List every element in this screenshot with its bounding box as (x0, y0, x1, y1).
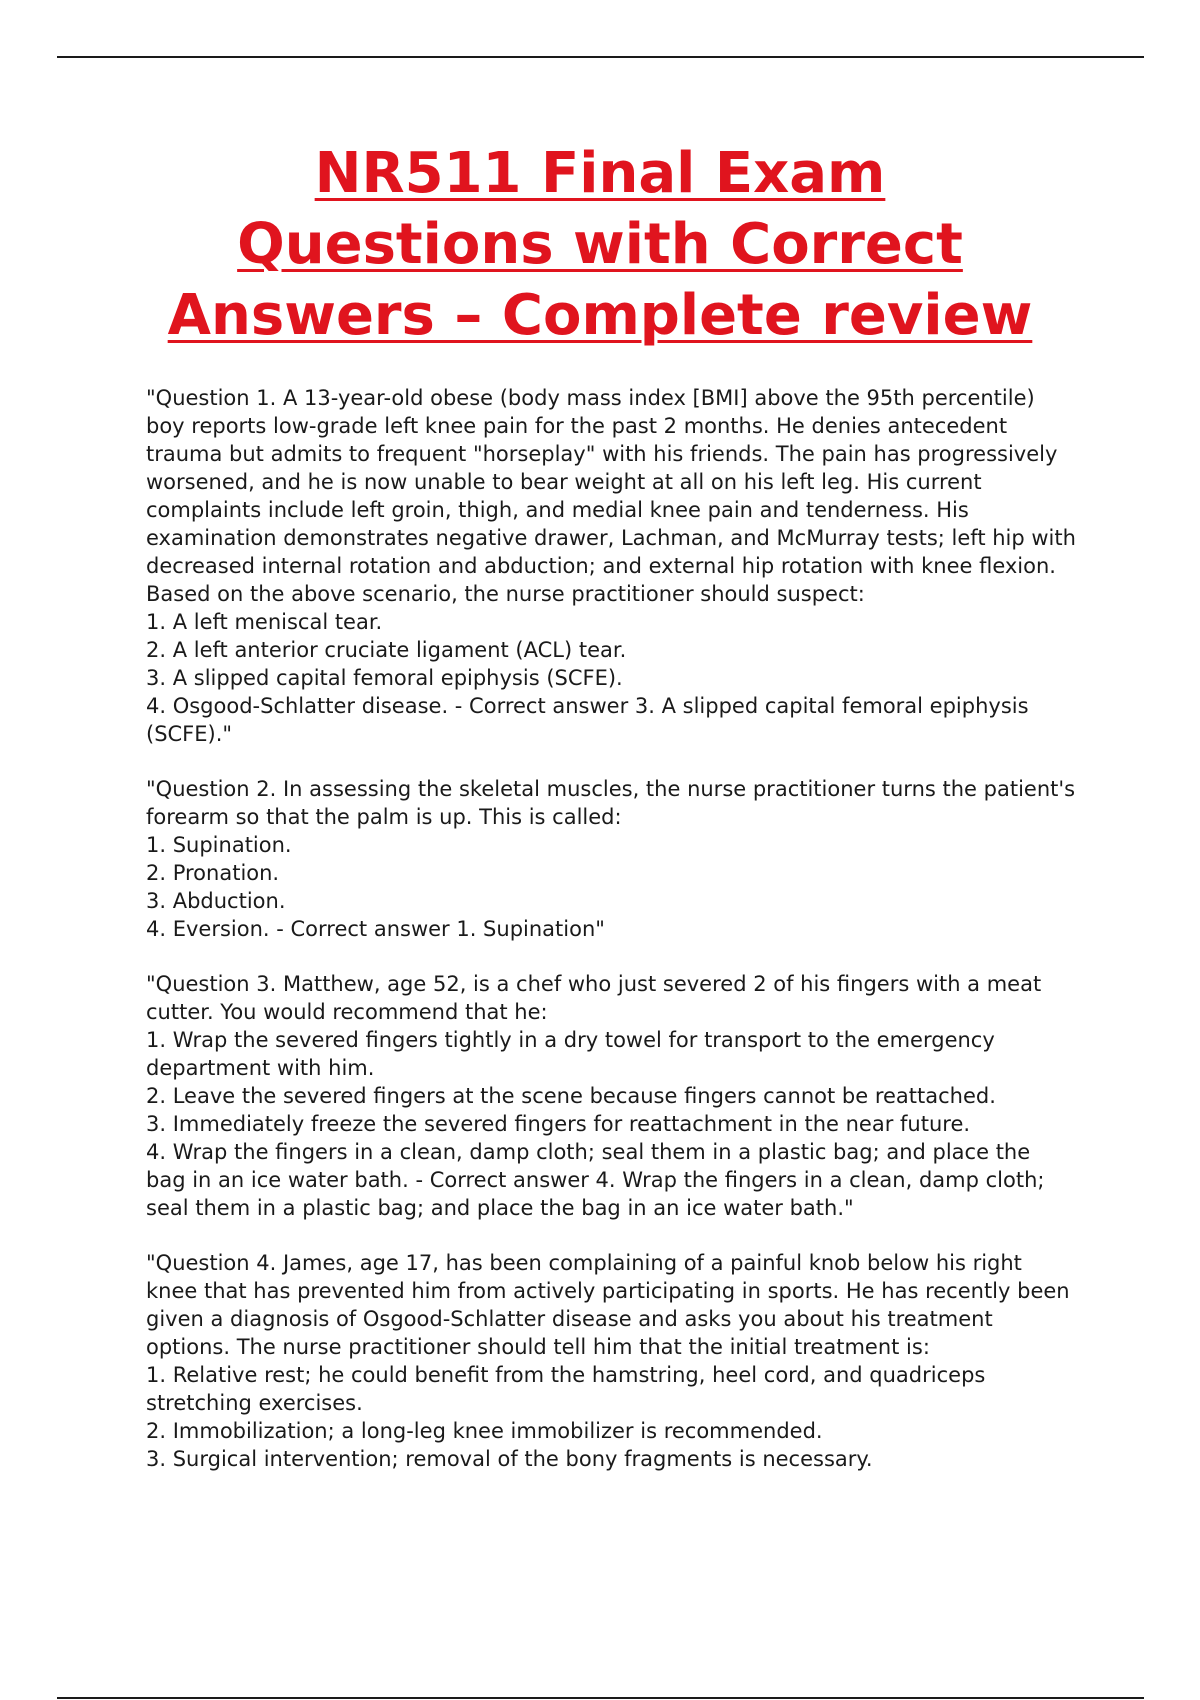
answer-option: 2. A left anterior cruciate ligament (ACL) tear. (146, 638, 627, 662)
question-stem: "Question 4. James, age 17, has been complaining of a painful knob below his right knee that has prevented him from actively participating in sports. He has recently been given a diagnosis of Osgood-Schlatter disease and asks you about his treatment options. The nurse practitioner should tell him that the initial treatment is: (146, 1251, 1070, 1359)
footer-rule (57, 1697, 1144, 1699)
document-body (146, 384, 1076, 1500)
answer-option: 4. Wrap the fingers in a clean, damp cloth; seal them in a plastic bag; and place the bag in an ice water bath. - Correct answer 4. Wrap the fingers in a clean, damp cloth; seal them in a plastic bag; and place the bag in an ice water bath." (146, 1140, 1045, 1220)
question-block (146, 775, 1076, 943)
answer-option: 3. A slipped capital femoral epiphysis (SCFE). (146, 666, 623, 690)
question-block (146, 384, 1076, 748)
question-stem: "Question 3. Matthew, age 52, is a chef who just severed 2 of his fingers with a meat cutter. You would recommend that he: (146, 972, 1042, 1024)
answer-option: 2. Leave the severed fingers at the scene because fingers cannot be reattached. (146, 1084, 996, 1108)
answer-option: 4. Osgood-Schlatter disease. - Correct answer 3. A slipped capital femoral epiphysis (SCFE)." (146, 694, 1029, 746)
answer-option: 2. Pronation. (146, 861, 280, 885)
answer-option: 4. Eversion. - Correct answer 1. Supination" (146, 917, 605, 941)
answer-option: 1. Relative rest; he could benefit from the hamstring, heel cord, and quadriceps stretching exercises. (146, 1363, 986, 1415)
question-stem: "Question 2. In assessing the skeletal muscles, the nurse practitioner turns the patient's forearm so that the palm is up. This is called: (146, 777, 1076, 829)
answer-option: 1. A left meniscal tear. (146, 610, 383, 634)
header-rule (57, 56, 1144, 58)
answer-option: 1. Supination. (146, 833, 292, 857)
title-line: Answers – Complete review (167, 283, 1033, 348)
answer-option: 2. Immobilization; a long-leg knee immobilizer is recommended. (146, 1419, 823, 1443)
question-stem: "Question 1. A 13-year-old obese (body mass index [BMI] above the 95th percentile) boy reports low-grade left knee pain for the past 2 months. He denies antecedent trauma but admits to frequent "horseplay" with his friends. The pain has progressively worsened, and he is now unable to bear weight at all on his left leg. His current complaints include left groin, thigh, and medial knee pain and tenderness. His examination demonstrates negative drawer, Lachman, and McMurray tests; left hip with decreased internal rotation and abduction; and external hip rotation with knee flexion. Based on the above scenario, the nurse practitioner should suspect: (146, 386, 1076, 606)
question-block (146, 1249, 1076, 1473)
answer-option: 3. Abduction. (146, 889, 286, 913)
answer-option: 1. Wrap the severed fingers tightly in a dry towel for transport to the emergency department with him. (146, 1028, 995, 1080)
document-title (100, 138, 1100, 351)
title-line: NR511 Final Exam (314, 141, 886, 206)
title-line: Questions with Correct (237, 212, 963, 277)
question-block (146, 970, 1076, 1222)
answer-option: 3. Immediately freeze the severed fingers for reattachment in the near future. (146, 1112, 971, 1136)
answer-option: 3. Surgical intervention; removal of the bony fragments is necessary. (146, 1447, 873, 1471)
